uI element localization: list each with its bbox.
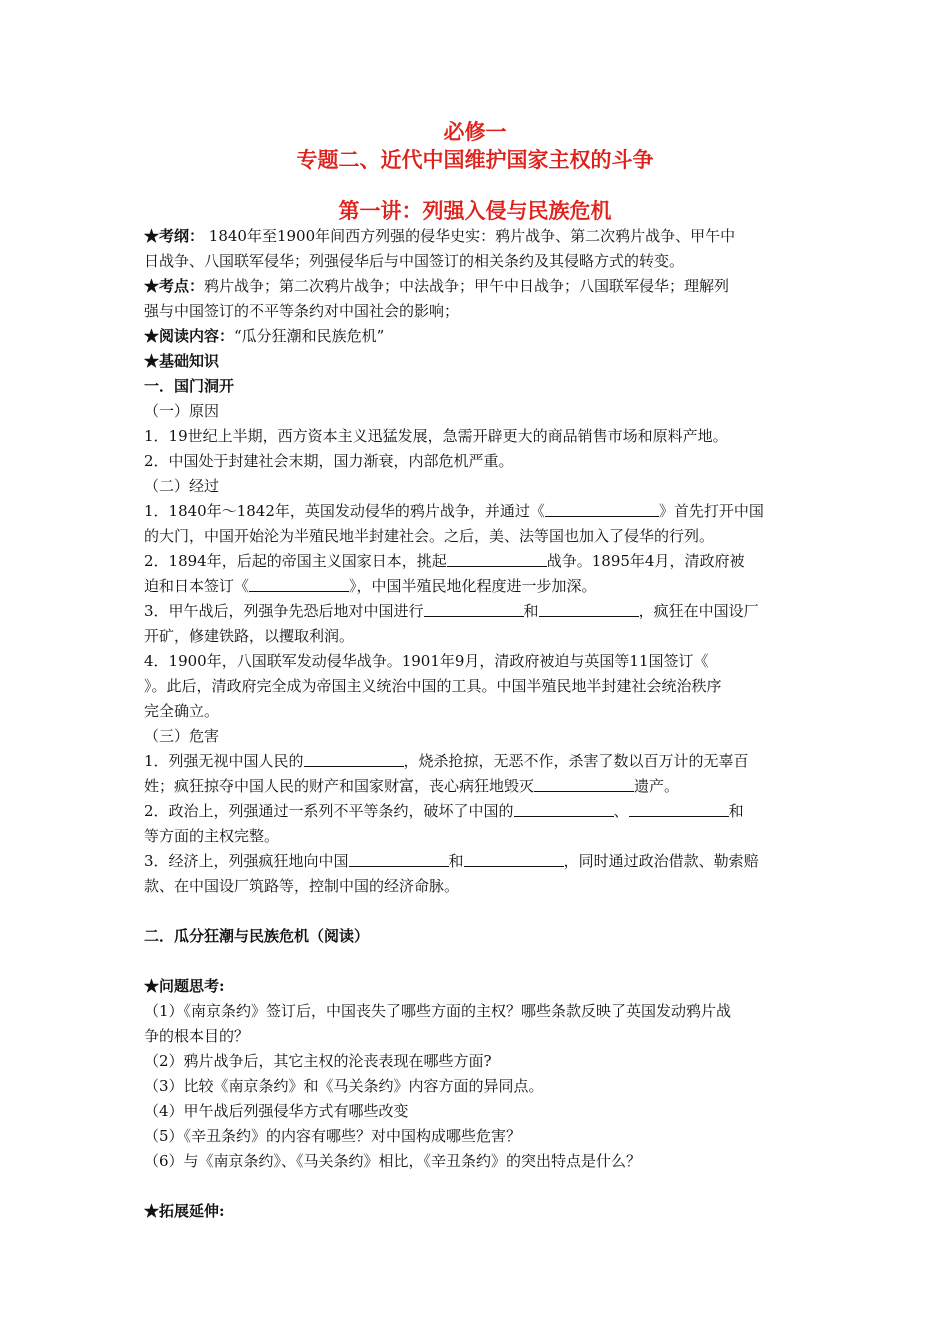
process-item-4-cont: 》。此后，清政府完全成为帝国主义统治中国的工具。中国半殖民地半封建社会统治秩序 (144, 677, 722, 695)
process-item-2 (144, 550, 744, 572)
points-line-2: 强与中国签订的不平等条约对中国社会的影响； (144, 302, 460, 320)
text-segment: 1．1840年～1842年，英国发动侵华的鸦片战争，并通过《 (144, 502, 545, 520)
text-segment: 3．甲午战后，列强争先恐后地对中国进行 (144, 602, 424, 620)
harm-item-3-cont: 款、在中国设厂筑路等，控制中国的经济命脉。 (144, 877, 460, 895)
points-label: ★考点： (144, 277, 205, 295)
text-segment: 迫和日本签订《 (144, 577, 250, 595)
text-segment: 3．经济上，列强疯狂地向中国 (144, 852, 349, 870)
question-4: （4）甲午战后列强侵华方式有哪些改变 (144, 1102, 409, 1120)
question-1-cont: 争的根本目的？ (144, 1027, 250, 1045)
process-item-4: 4．1900年，八国联军发动侵华战争。1901年9月，清政府被迫与英国等11国签订《 (144, 652, 709, 670)
question-3: （3）比较《南京条约》和《马关条约》内容方面的异同点。 (144, 1077, 544, 1095)
basics-heading: ★基础知识 (144, 352, 220, 370)
harm-item-3 (144, 850, 759, 872)
fill-blank[interactable] (424, 601, 524, 617)
course-title: 必修一 (443, 119, 507, 144)
fill-blank[interactable] (539, 601, 639, 617)
fill-blank[interactable] (514, 801, 614, 817)
text-segment: 2．1894年，后起的帝国主义国家日本，挑起 (144, 552, 447, 570)
harm-item-1 (144, 750, 749, 772)
fill-blank[interactable] (464, 851, 564, 867)
text-segment: ，疯狂在中国设厂 (638, 602, 759, 620)
text-segment: 遗产。 (634, 777, 680, 795)
text-segment: 》，中国半殖民地化程度进一步加深。 (349, 577, 597, 595)
section2-heading: 二．瓜分狂潮与民族危机（阅读） (144, 927, 370, 945)
outline-label: ★考纲： (144, 227, 205, 245)
reading-line (144, 325, 384, 347)
text-segment: 》首先打开中国 (658, 502, 764, 520)
harm-item-1-cont (144, 775, 679, 797)
question-5: （5）《辛丑条约》的内容有哪些？对中国构成哪些危害？ (144, 1127, 522, 1145)
lecture-title: 第一讲：列强入侵与民族危机 (338, 198, 612, 223)
question-1: （1）《南京条约》签订后，中国丧失了哪些方面的主权？哪些条款反映了英国发动鸦片战 (144, 1002, 732, 1020)
question-2: （2）鸦片战争后，其它主权的沦丧表现在哪些方面? (144, 1052, 492, 1070)
outline-line-1 (144, 225, 735, 247)
fill-blank[interactable] (249, 576, 349, 592)
fill-blank[interactable] (545, 501, 659, 517)
process-item-3-cont: 开矿，修建铁路，以攫取利润。 (144, 627, 355, 645)
text-segment: 和 (728, 802, 744, 820)
text-segment: 战争。1895年4月，清政府被 (546, 552, 745, 570)
text-segment: 和 (523, 602, 539, 620)
reading-text: “瓜分狂潮和民族危机” (234, 327, 385, 345)
points-text-1: 鸦片战争；第二次鸦片战争；中法战争；甲午中日战争；八国联军侵华；理解列 (204, 277, 730, 295)
question-6: （6）与《南京条约》、《马关条约》相比，《辛丑条约》的突出特点是什么？ (144, 1152, 642, 1170)
section1-heading: 一．国门洞开 (144, 377, 235, 395)
fill-blank[interactable] (349, 851, 449, 867)
harm-heading: （三）危害 (144, 727, 220, 745)
reading-label: ★阅读内容： (144, 327, 235, 345)
extension-heading: ★拓展延伸: (144, 1202, 225, 1220)
text-segment: 和 (448, 852, 464, 870)
text-segment: 姓；疯狂掠夺中国人民的财产和国家财富，丧心病狂地毁灭 (144, 777, 535, 795)
outline-text-1: 1840年至1900年间西方列强的侵华史实：鸦片战争、第二次鸦片战争、甲午中 (208, 227, 736, 245)
cause-heading: （一）原因 (144, 402, 220, 420)
harm-item-2 (144, 800, 744, 822)
process-item-4-end: 完全确立。 (144, 702, 220, 720)
cause-item-2: 2．中国处于封建社会末期，国力渐衰，内部危机严重。 (144, 452, 514, 470)
process-item-2-cont (144, 575, 597, 597)
process-item-1-cont: 的大门，中国开始沦为半殖民地半封建社会。之后，美、法等国也加入了侵华的行列。 (144, 527, 715, 545)
fill-blank[interactable] (629, 801, 729, 817)
points-line-1 (144, 275, 729, 297)
text-segment: ，烧杀抢掠，无恶不作，杀害了数以百万计的无辜百 (403, 752, 749, 770)
harm-item-2-cont: 等方面的主权完整。 (144, 827, 280, 845)
fill-blank[interactable] (534, 776, 634, 792)
questions-heading: ★问题思考: (144, 977, 225, 995)
outline-line-2: 日战争、八国联军侵华；列强侵华后与中国签订的相关条约及其侵略方式的转变。 (144, 252, 685, 270)
text-segment: 、 (613, 802, 629, 820)
fill-blank[interactable] (447, 551, 547, 567)
text-segment: 1．列强无视中国人民的 (144, 752, 304, 770)
text-segment: ，同时通过政治借款、勒索赔 (563, 852, 759, 870)
text-segment: 2．政治上，列强通过一系列不平等条约，破坏了中国的 (144, 802, 514, 820)
fill-blank[interactable] (304, 751, 404, 767)
topic-title: 专题二、近代中国维护国家主权的斗争 (296, 147, 654, 172)
cause-item-1: 1．19世纪上半期，西方资本主义迅猛发展，急需开辟更大的商品销售市场和原料产地。 (144, 427, 728, 445)
process-item-1 (144, 500, 764, 522)
process-item-3 (144, 600, 759, 622)
process-heading: （二）经过 (144, 477, 220, 495)
